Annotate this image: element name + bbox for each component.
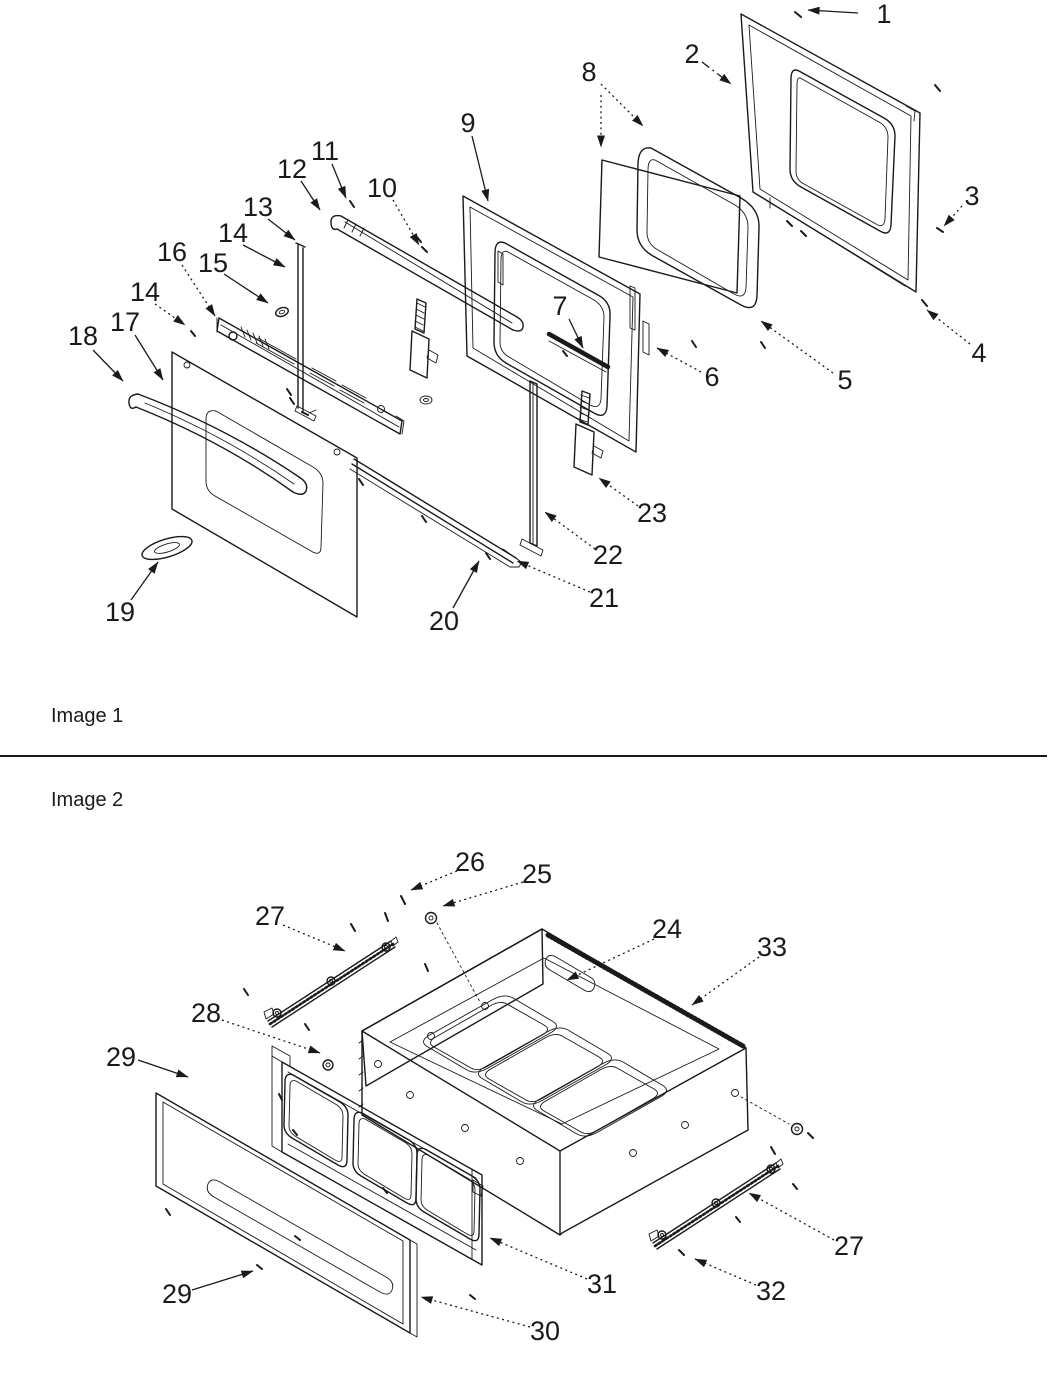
- leader-line-12: [301, 181, 320, 210]
- part-label-7: 7: [552, 291, 568, 321]
- part-label-17: 17: [109, 307, 141, 337]
- leader-line-14: [243, 245, 285, 267]
- door-liner-panel: [463, 196, 640, 452]
- storage-drawer-exploded-drawing: [156, 896, 813, 1337]
- part-label-5: 5: [837, 365, 853, 395]
- part-label-22: 22: [592, 540, 624, 570]
- part-label-3: 3: [964, 181, 980, 211]
- slide-rail-bottom: [649, 1159, 783, 1249]
- door-glass-sheet: [599, 160, 740, 293]
- part-label-2: 2: [684, 39, 700, 69]
- leader-line-6: [657, 348, 701, 372]
- part-label-31: 31: [586, 1269, 618, 1299]
- leader-line-21: [517, 561, 590, 592]
- part-label-28: 28: [190, 998, 222, 1028]
- part-label-9: 9: [460, 108, 476, 138]
- part-label-25: 25: [521, 859, 553, 889]
- part-label-29: 29: [161, 1279, 193, 1309]
- leader-line-29: [192, 1271, 253, 1290]
- leader-line-25: [443, 882, 523, 906]
- leader-line-20: [453, 561, 479, 608]
- part-label-14: 14: [217, 218, 249, 248]
- leader-line-11: [332, 164, 346, 198]
- leader-line-8: [601, 84, 643, 126]
- leader-line-23: [599, 478, 638, 506]
- part-label-32: 32: [755, 1276, 787, 1306]
- part-label-27: 27: [833, 1231, 865, 1261]
- drawer-body: [359, 929, 748, 1235]
- screw-marks-image2: [166, 896, 813, 1299]
- part-labels-layer: [68, 0, 987, 1346]
- part-label-8: 8: [581, 57, 597, 87]
- leader-line-5: [761, 321, 833, 373]
- part-label-4: 4: [971, 338, 987, 368]
- part-label-12: 12: [276, 154, 308, 184]
- part-label-19: 19: [104, 597, 136, 627]
- drawer-front-panel: [156, 1093, 417, 1337]
- leader-line-2: [702, 62, 731, 84]
- screw-marks-image1: [191, 12, 943, 559]
- part-label-30: 30: [529, 1316, 561, 1346]
- leader-line-7: [569, 319, 583, 348]
- leader-line-26: [411, 871, 457, 890]
- leader-line-4: [927, 310, 970, 344]
- leader-line-22: [545, 512, 595, 549]
- part-label-10: 10: [366, 173, 398, 203]
- part-label-26: 26: [454, 847, 486, 877]
- leader-line-32: [695, 1259, 756, 1285]
- part-label-21: 21: [588, 583, 620, 613]
- part-label-15: 15: [197, 248, 229, 278]
- bottom-trim-strip: [350, 459, 520, 567]
- oven-door-exploded-drawing: [129, 12, 943, 617]
- slide-rail-top: [264, 937, 398, 1027]
- handle-end-cap: [140, 532, 195, 564]
- leader-line-19: [131, 562, 158, 600]
- leader-line-17: [135, 335, 163, 380]
- leader-line-18: [93, 350, 123, 381]
- leader-line-9: [472, 136, 488, 201]
- leader-line-31: [490, 1238, 587, 1279]
- part-label-11: 11: [310, 136, 340, 166]
- leader-line-13: [268, 219, 295, 240]
- part-label-18: 18: [67, 321, 99, 351]
- part-label-20: 20: [428, 606, 460, 636]
- part-label-33: 33: [756, 932, 788, 962]
- leader-line-30: [421, 1297, 530, 1327]
- part-label-29: 29: [105, 1042, 137, 1072]
- door-handle: [129, 394, 307, 494]
- grommet-small: [274, 306, 289, 318]
- door-front-panel: [172, 352, 357, 617]
- part-label-16: 16: [156, 237, 188, 267]
- leader-line-10: [393, 200, 419, 245]
- leader-line-24: [567, 939, 654, 980]
- door-outer-panel: [741, 14, 920, 292]
- part-label-27: 27: [254, 901, 286, 931]
- side-strip: [520, 381, 543, 556]
- left-hinge-assembly: [410, 299, 438, 404]
- mounting-bracket: [217, 318, 404, 434]
- image2-caption: Image 2: [51, 789, 124, 811]
- leader-line-33: [692, 957, 759, 1005]
- hinge-rod: [295, 243, 316, 421]
- leader-line-27: [283, 925, 345, 951]
- door-gasket: [637, 148, 759, 308]
- part-label-13: 13: [242, 192, 274, 222]
- part-label-6: 6: [704, 362, 720, 392]
- leader-line-15: [224, 274, 268, 303]
- leader-line-29: [138, 1060, 188, 1077]
- part-label-14: 14: [129, 277, 161, 307]
- leader-line-3: [944, 206, 962, 226]
- leader-line-27: [749, 1193, 834, 1240]
- part-label-24: 24: [651, 914, 683, 944]
- leader-line-14: [155, 304, 185, 325]
- image1-caption: Image 1: [51, 705, 124, 727]
- leader-line-1: [808, 10, 858, 13]
- part-label-23: 23: [636, 498, 668, 528]
- part-label-1: 1: [876, 0, 892, 29]
